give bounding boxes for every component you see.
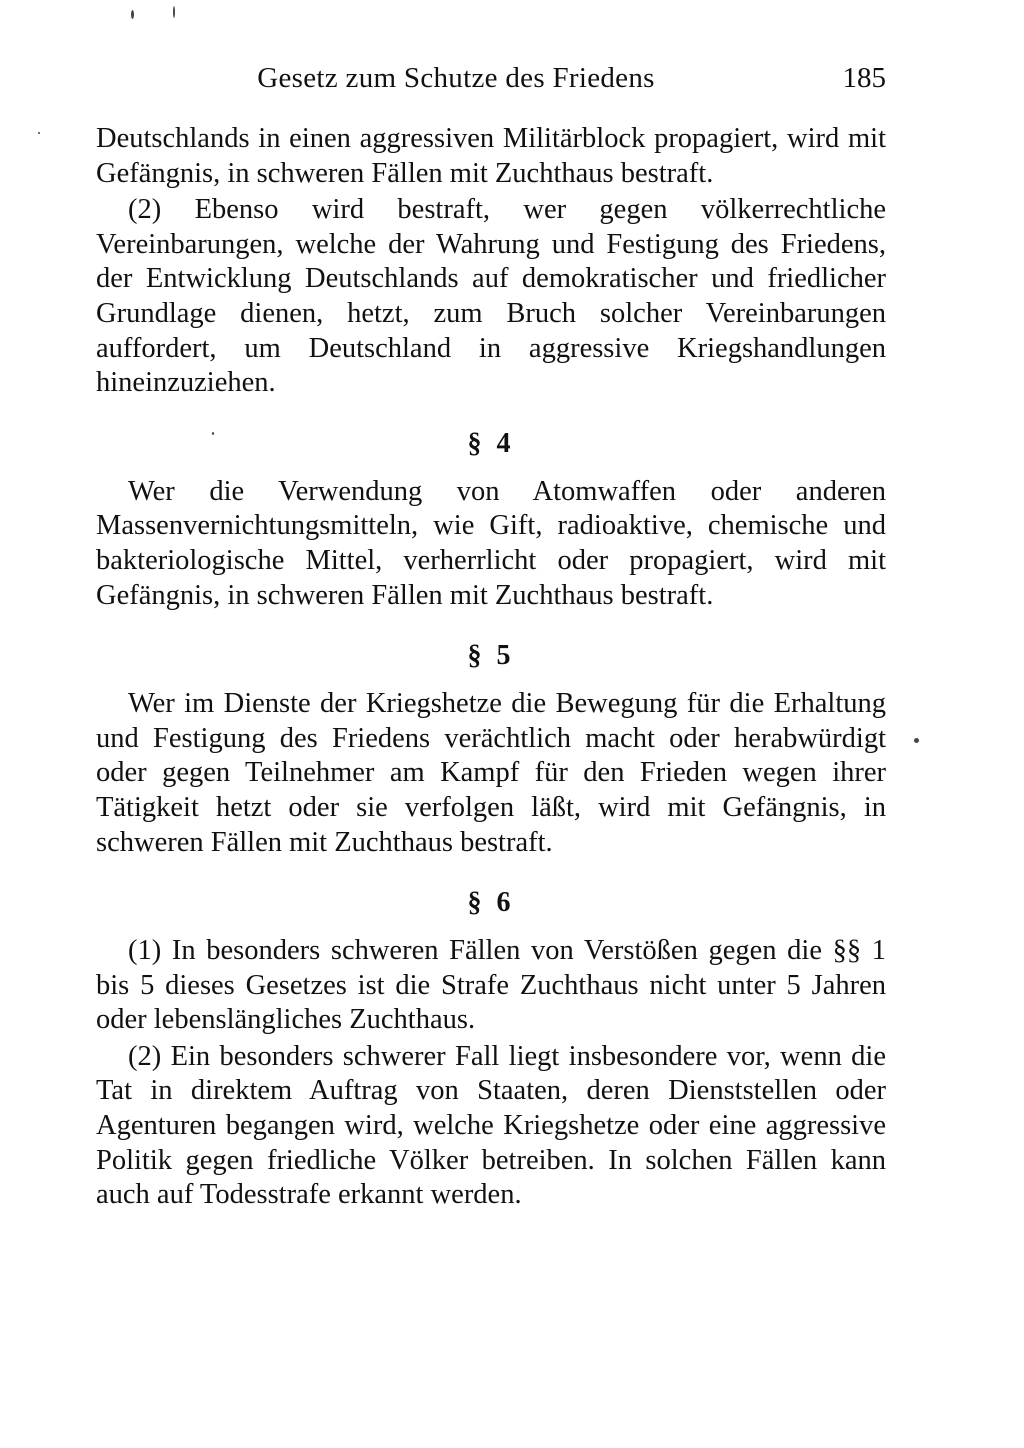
section-heading-4: § 4 xyxy=(467,427,515,459)
scan-speck xyxy=(914,738,919,743)
paragraph-section-6-2: (2) Ein besonders schwerer Fall liegt insbesondere vor, wenn die Tat in direktem Auftrag von Staaten, deren Dienststellen oder Agenturen begangen wird, welche Kriegshetze oder eine aggressive Politik gegen friedliche Völker betreiben. In solchen Fällen kann auch auf Todesstrafe erkannt werden. xyxy=(96,1040,886,1211)
page-number: 185 xyxy=(842,62,886,94)
section-heading-6: § 6 xyxy=(467,887,515,919)
body-text xyxy=(96,122,886,1213)
paragraph-section-6-1: (1) In besonders schweren Fällen von Verstößen gegen die §§ 1 bis 5 dieses Gesetzes ist die Strafe Zuchthaus nicht unter 5 Jahren oder lebenslängliches Zuchthaus. xyxy=(96,935,886,1036)
paragraph-continued: Deutschlands in einen aggressiven Militärblock propagiert, wird mit Gefängnis, in schweren Fällen mit Zuchthaus bestraft. xyxy=(96,123,886,189)
scan-speck xyxy=(212,432,214,435)
scan-speck xyxy=(131,10,134,19)
running-header xyxy=(96,56,886,100)
paragraph-section-5: Wer im Dienste der Kriegshetze die Bewegung für die Erhaltung und Festigung des Friedens verächtlich macht oder herabwürdigt oder gegen Teilnehmer am Kampf für den Frieden wegen ihrer Tätigkeit hetzt oder sie verfolgen läßt, wird mit Gefängnis, in schweren Fällen mit Zuchthaus bestraft. xyxy=(96,688,886,858)
scan-speck xyxy=(38,132,40,134)
scan-speck xyxy=(173,6,175,18)
paragraph-section-4: Wer die Verwendung von Atomwaffen oder anderen Massenvernichtungsmitteln, wie Gift, radioaktive, chemische und bakteriologische Mittel, verherrlicht oder propagiert, wird mit Gefängnis, in schweren Fällen mit Zuchthaus bestraft. xyxy=(96,475,886,611)
section-heading-5: § 5 xyxy=(467,640,515,672)
running-title: Gesetz zum Schutze des Friedens xyxy=(257,62,655,94)
paragraph-section-3-2: (2) Ebenso wird bestraft, wer gegen völkerrechtliche Vereinbarungen, welche der Wahrung und Festigung des Friedens, der Entwicklung Deutschlands auf demokratischer und friedlicher Grundlage dienen, hetzt, zum Bruch solcher Vereinbarungen auffordert, um Deutschland in aggressive Kriegshandlungen hineinzuziehen. xyxy=(96,194,886,399)
